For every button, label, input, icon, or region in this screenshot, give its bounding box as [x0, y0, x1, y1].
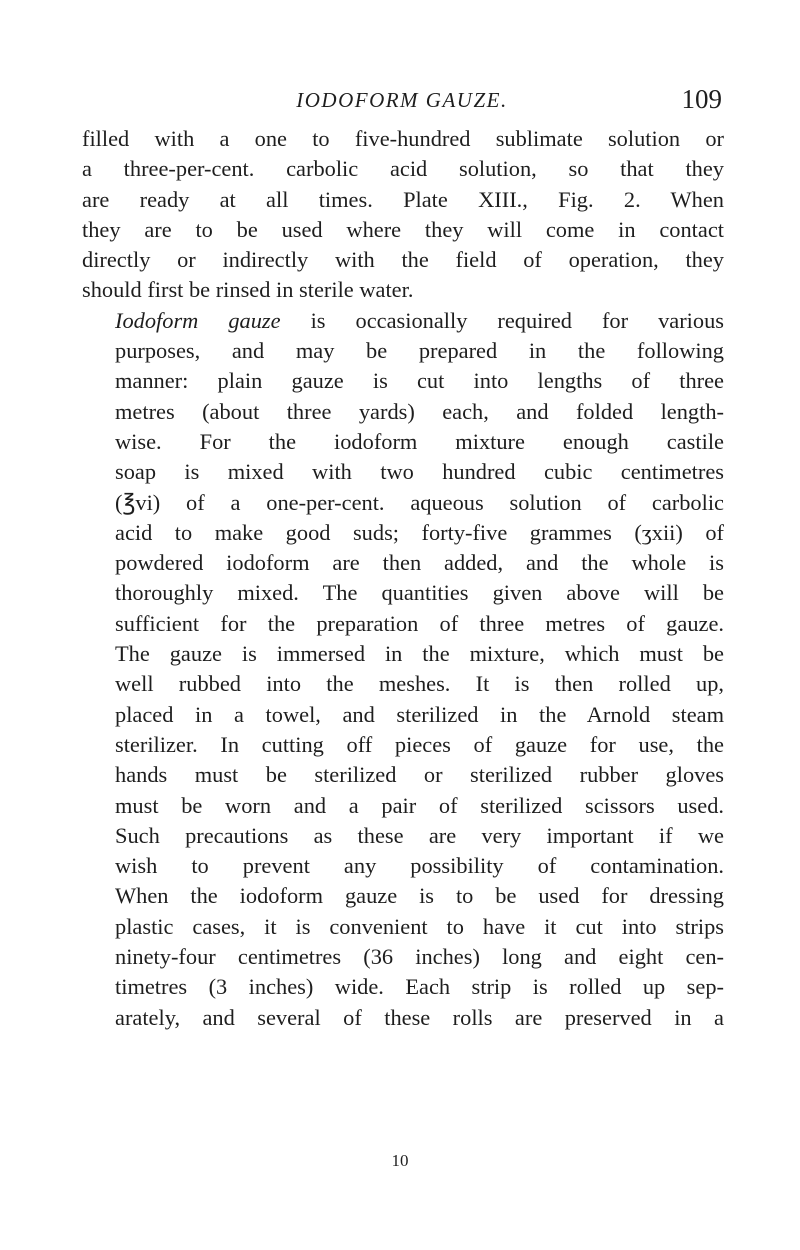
text-fragment: is occasionally required for various	[280, 307, 724, 333]
text-line: (℥vi) of a one-per-cent. aqueous solution of carbolic	[115, 489, 724, 515]
text-line: manner: plain gauze is cut into lengths of three	[115, 368, 724, 394]
text-line: acid to make good suds; forty-five grammes (ʒxii) of	[115, 519, 724, 545]
text-line: should first be rinsed in sterile water.	[82, 277, 414, 303]
text-line: powdered iodoform are then added, and the whole is	[115, 550, 724, 576]
paragraph-iodoform-gauze	[82, 306, 724, 1033]
text-line: thoroughly mixed. The quantities given above will be	[115, 580, 724, 606]
running-head	[82, 82, 722, 118]
text-line: directly or indirectly with the field of operation, they	[82, 247, 724, 273]
text-line: ninety-four centimetres (36 inches) long and eight cen-	[115, 944, 724, 970]
text-line: a three-per-cent. carbolic acid solution, so that they	[82, 156, 724, 182]
text-line: When the iodoform gauze is to be used for dressing	[115, 883, 724, 909]
text-line: The gauze is immersed in the mixture, which must be	[115, 641, 724, 667]
text-line: they are to be used where they will come in contact	[82, 216, 724, 242]
text-line: Such precautions as these are very important if we	[115, 822, 724, 848]
text-line: metres (about three yards) each, and folded length-	[115, 398, 724, 424]
text-line: must be worn and a pair of sterilized scissors used.	[115, 792, 724, 818]
running-title: IODOFORM GAUZE.	[296, 88, 508, 112]
italic-lead: Iodoform gauze	[115, 307, 281, 333]
text-line: filled with a one to five-hundred sublimate solution or	[82, 126, 724, 151]
page-number: 109	[681, 84, 722, 114]
body-text	[82, 124, 724, 1033]
text-line: plastic cases, it is convenient to have it cut into strips	[115, 913, 724, 939]
text-line: wish to prevent any possibility of contamination.	[115, 853, 724, 879]
text-line: timetres (3 inches) wide. Each strip is rolled up sep-	[115, 974, 724, 1000]
text-line: purposes, and may be prepared in the following	[115, 338, 724, 364]
signature-mark: 10	[391, 1151, 409, 1170]
text-line: placed in a towel, and sterilized in the Arnold steam	[115, 701, 724, 727]
text-line: wise. For the iodoform mixture enough castile	[115, 428, 724, 454]
text-line: hands must be sterilized or sterilized rubber gloves	[115, 762, 724, 788]
text-line: soap is mixed with two hundred cubic centimetres	[115, 459, 724, 485]
text-line: well rubbed into the meshes. It is then rolled up,	[115, 671, 724, 697]
text-line: sterilizer. In cutting off pieces of gauze for use, the	[115, 731, 724, 757]
text-line	[82, 306, 724, 336]
text-line: sufficient for the preparation of three metres of gauze.	[115, 610, 724, 636]
text-line: are ready at all times. Plate XIII., Fig. 2. When	[82, 186, 724, 212]
text-line: arately, and several of these rolls are preserved in a	[115, 1004, 724, 1030]
paragraph-continued	[82, 124, 724, 306]
